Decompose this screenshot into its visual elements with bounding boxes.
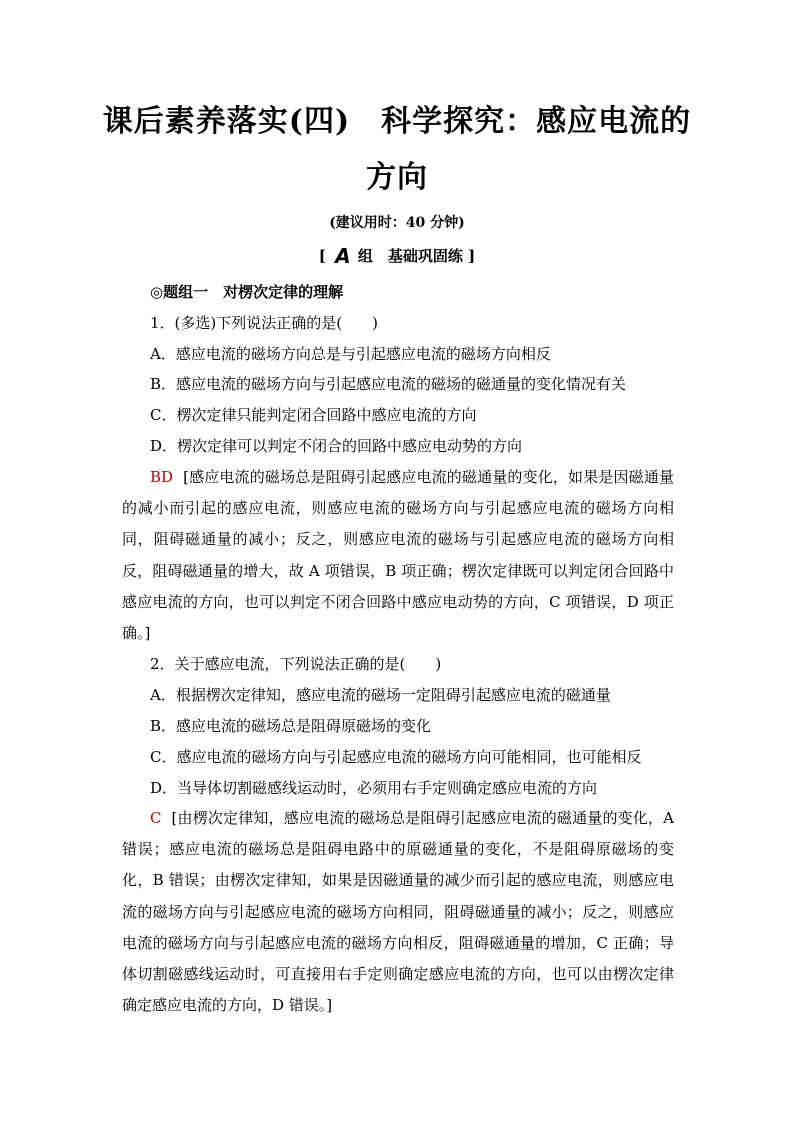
question-2-option-c: C．感应电流的磁场方向与引起感应电流的磁场方向可能相同，也可能相反 [150, 748, 642, 766]
question-2-answer: C [150, 809, 162, 827]
suggested-time: (建议用时：40 分钟) [329, 215, 465, 231]
page-title-line1: 课后素养落实(四) 科学探究：感应电流的 [102, 104, 692, 139]
question-1-option-d: D．楞次定律可以判定不闭合的回路中感应电动势的方向 [150, 437, 523, 455]
question-2-option-a: A．根据楞次定律知，感应电流的磁场一定阻碍引起感应电流的磁通量 [150, 686, 611, 704]
section-heading: ◎题组一 对楞次定律的理解 [150, 283, 344, 301]
group-heading [0, 244, 794, 268]
question-1-option-a: A．感应电流的磁场方向总是与引起感应电流的磁场方向相反 [150, 345, 551, 363]
group-letter-a: A [335, 244, 351, 268]
question-1-option-c: C．楞次定律只能判定闭合回路中感应电流的方向 [150, 406, 477, 424]
question-1-answer: BD [150, 468, 174, 486]
question-2-option-b: B．感应电流的磁场总是阻碍原磁场的变化 [150, 717, 432, 735]
question-1-solution [122, 462, 674, 649]
group-label: 组 基础巩固练 [357, 247, 463, 265]
question-2-explanation: [由楞次定律知，感应电流的磁场总是阻碍引起感应电流的磁通量的变化，A 错误；感应电流的磁场总是阻碍电路中的原磁通量的变化，不是阻碍原磁场的变化，B 错误；由楞次定律知，如果是因磁通量的减少而引起的感应电流，则感应电流的磁场方向与引起感应电流的磁场方向相同，阻碍磁通量的减小；反之，则感应电流的磁场方向与引起感应电流的磁场方向相反，阻碍磁通量的增加，C 正确；导体切割磁感线运动时，可直接用右手定则确定感应电流的方向，也可以由楞次定律确定感应电流的方向，D 错误。] [122, 809, 674, 1015]
group-bracket-left: [ [318, 247, 326, 265]
question-2-stem: 2．关于感应电流，下列说法正确的是( ) [150, 655, 442, 673]
group-bracket-right: ] [468, 247, 476, 265]
question-1-option-b: B．感应电流的磁场方向与引起感应电流的磁场的磁通量的变化情况有关 [150, 375, 627, 393]
question-1-stem: 1．(多选)下列说法正确的是( ) [150, 314, 378, 332]
question-2-option-d: D．当导体切割磁感线运动时，必须用右手定则确定感应电流的方向 [150, 779, 598, 797]
question-1-explanation: [感应电流的磁场总是阻碍引起感应电流的磁通量的变化，如果是因磁通量的减小而引起的感应电流，则感应电流的磁场方向与引起感应电流的磁场方向相同，阻碍磁通量的减小；反之，则感应电流的磁场与引起感应电流的磁场方向相反，阻碍磁通量的增大，故 A 项错误，B 项正确；楞次定律既可以判定闭合回路中感应电流的方向，也可以判定不闭合回路中感应电动势的方向，C 项错误，D 项正确。] [122, 468, 674, 643]
question-2-solution [122, 803, 674, 1021]
page-title-line2: 方向 [366, 160, 428, 195]
